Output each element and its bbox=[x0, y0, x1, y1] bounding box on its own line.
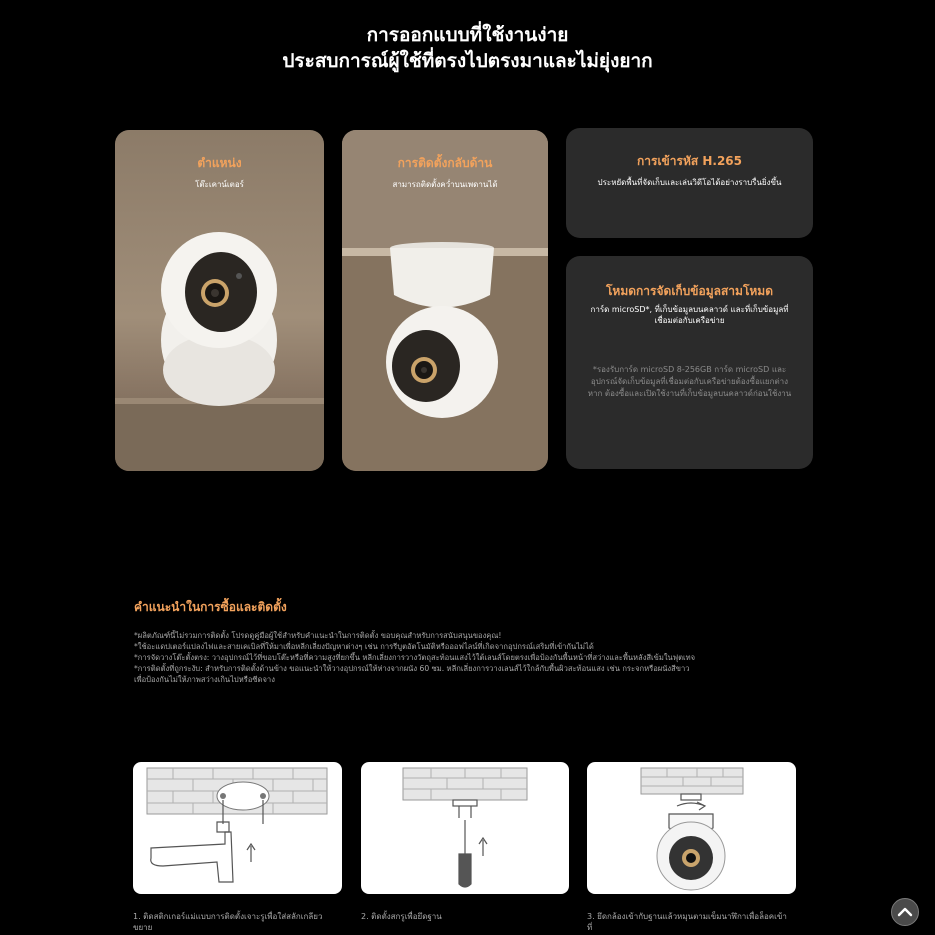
advice-line: *การจัดวางโต๊ะตั้งตรง: วางอุปกรณ์ไว้ที่ขอบโต๊ะหรือที่ความสูงที่ยกขึ้น หลีกเลี่ยงการวางวัตถุสะท้อนแสงไว้ใต้เลนส์โดยตรงเพื่อป้องกันพื้นหน้าที่สว่างและพื้นหลังสีเข้มในฟุตเทจ bbox=[134, 653, 696, 662]
install-step-2-caption: 2. ติดตั้งสกรูเพื่อยึดฐาน bbox=[361, 912, 442, 921]
install-step-3-illustration bbox=[587, 762, 796, 894]
feature-card-inverted-mount bbox=[342, 130, 548, 471]
card-title: การเข้ารหัส H.265 bbox=[637, 154, 742, 168]
scroll-to-top-button[interactable] bbox=[891, 898, 919, 926]
chevron-up-icon bbox=[892, 899, 918, 925]
feature-card-h265 bbox=[566, 128, 813, 238]
install-step-1-illustration bbox=[133, 762, 342, 894]
card-title: การติดตั้งกลับด้าน bbox=[397, 156, 493, 170]
feature-card-placement bbox=[115, 130, 324, 471]
card-subtitle: โต๊ะเคาน์เตอร์ bbox=[195, 180, 244, 189]
advice-line: *การติดตั้งที่ถูกระงับ: สำหรับการติดตั้งด้านข้าง ขอแนะนำให้วางอุปกรณ์ให้ห่างจากผนัง 60 ซม. หลีกเลี่ยงการวางเลนส์ไว้ใกล้กับพื้นผิวสะท้อนแสง เช่น กระจกหรือผนังสีขาว bbox=[134, 664, 690, 673]
drill-wall-illustration bbox=[133, 762, 342, 894]
advice-list bbox=[134, 630, 814, 685]
install-step-1-caption: 1. ติดสติกเกอร์แม่แบบการติดตั้งเจาะรูเพื่อใส่สลักเกลียวขยาย bbox=[133, 912, 323, 932]
headline-line-1: การออกแบบที่ใช้งานง่าย bbox=[366, 24, 569, 46]
section-headline bbox=[0, 22, 935, 74]
advice-line: *ใช้อะแดปเตอร์แปลงไฟและสายเคเบิลที่ให้มาเพื่อหลีกเลี่ยงปัญหาต่างๆ เช่น การรีบูตอัตโนมัติหรือออฟไลน์ที่เกิดจากอุปกรณ์เสริมที่เข้ากันไม่ได้ bbox=[134, 642, 594, 651]
feature-card-storage bbox=[566, 256, 813, 469]
card-subtitle: สามารถติดตั้งคว่ำบนเพดานได้ bbox=[392, 180, 498, 189]
headline-line-2: ประสบการณ์ผู้ใช้ที่ตรงไปตรงมาและไม่ยุ่งยาก bbox=[282, 50, 653, 72]
install-step-2-illustration bbox=[361, 762, 569, 894]
card-subtitle: การ์ด microSD*, ที่เก็บข้อมูลบนคลาวด์ และที่เก็บข้อมูลที่เชื่อมต่อกับเครือข่าย bbox=[590, 305, 789, 325]
card-title: ตำแหน่ง bbox=[197, 156, 242, 170]
screw-base-illustration bbox=[361, 762, 569, 894]
advice-line: เพื่อป้องกันไม่ให้ภาพสว่างเกินไปหรือซีดจาง bbox=[134, 675, 275, 684]
advice-title: คำแนะนำในการซื้อและติดตั้ง bbox=[134, 600, 287, 614]
install-step-3-caption: 3. ยึดกล้องเข้ากับฐานแล้วหมุนตามเข็มนาฬิกาเพื่อล็อคเข้าที่ bbox=[587, 912, 787, 932]
attach-camera-illustration bbox=[587, 762, 796, 894]
card-subtitle: ประหยัดพื้นที่จัดเก็บและเล่นวิดีโอได้อย่างราบรื่นยิ่งขึ้น bbox=[597, 178, 782, 187]
card-title: โหมดการจัดเก็บข้อมูลสามโหมด bbox=[605, 284, 774, 298]
advice-line: *ผลิตภัณฑ์นี้ไม่รวมการติดตั้ง โปรดดูคู่มือผู้ใช้สำหรับคำแนะนำในการติดตั้ง ขอบคุณสำหรับการสนับสนุนของคุณ! bbox=[134, 631, 502, 640]
storage-footnote: *รองรับการ์ด microSD 8-256GB การ์ด microSD และอุปกรณ์จัดเก็บข้อมูลที่เชื่อมต่อกับเครือข่ายต้องซื้อแยกต่างหาก ต้องซื้อและเปิดใช้งานที่เก็บข้อมูลบนคลาวด์ก่อนใช้งาน bbox=[587, 365, 792, 398]
